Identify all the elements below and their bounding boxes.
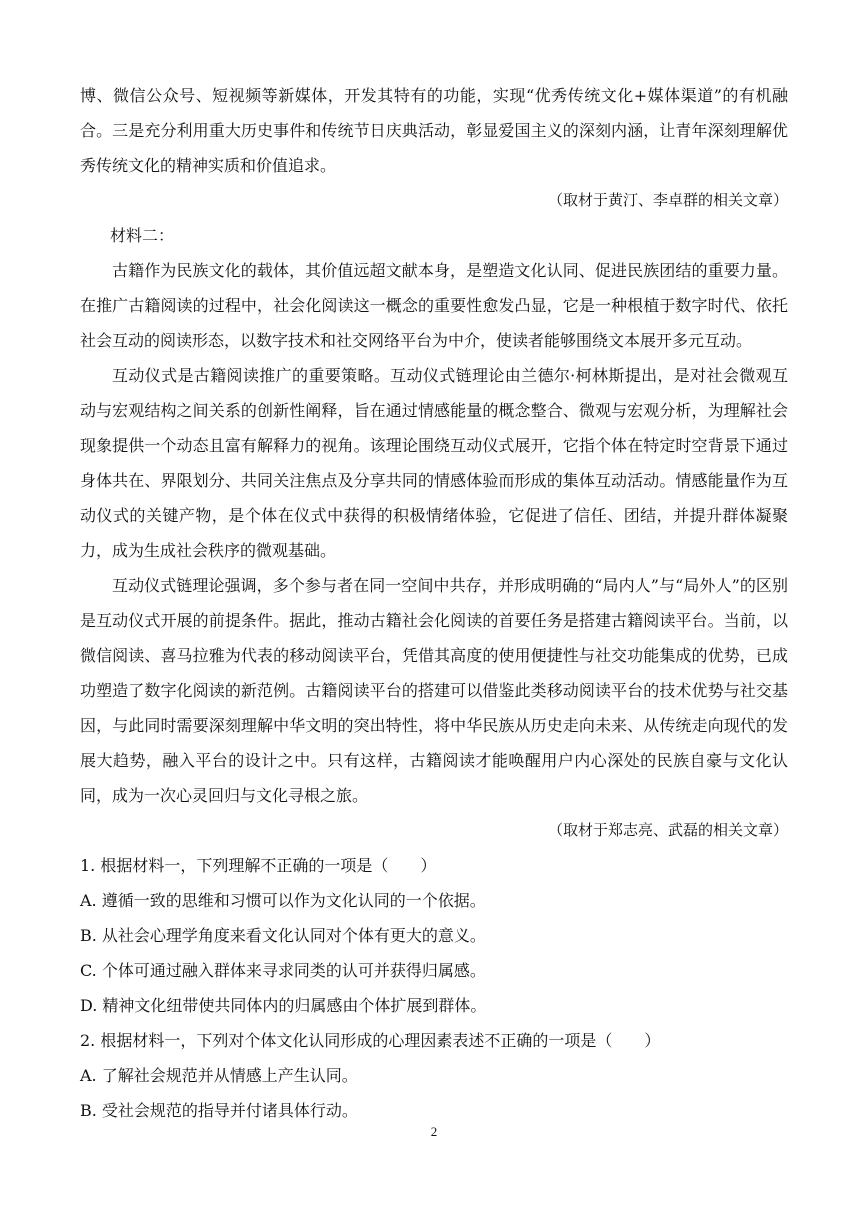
- question-1: [80, 848, 788, 1023]
- question-1-stem: 1. 根据材料一，下列理解不正确的一项是（ ）: [80, 856, 437, 875]
- material-2-label: 材料二：: [110, 226, 175, 245]
- material-2-paragraph-1: 古籍作为民族文化的载体，其价值远超文献本身，是塑造文化认同、促进民族团结的重要力量。在推广古籍阅读的过程中，社会化阅读这一概念的重要性愈发凸显，它是一种根植于数字时代、依托社会互动的阅读形态，以数字技术和社交网络平台为中介，使读者能够围绕文本展开多元互动。: [80, 261, 788, 350]
- page-number: 2: [430, 1124, 438, 1139]
- question-2-option-b: B. 受社会规范的指导并付诸具体行动。: [80, 1101, 358, 1120]
- body-paragraph-continued: 博、微信公众号、短视频等新媒体，开发其特有的功能，实现“优秀传统文化+媒体渠道”的有机融合。三是充分利用重大历史事件和传统节日庆典活动，彰显爱国主义的深刻内涵，让青年深刻理解优秀传统文化的精神实质和价值追求。: [80, 86, 788, 175]
- question-1-option-a: A. 遵循一致的思维和习惯可以作为文化认同的一个依据。: [80, 891, 486, 910]
- material-2-paragraph-2: 互动仪式是古籍阅读推广的重要策略。互动仪式链理论由兰德尔·柯林斯提出，是对社会微观互动与宏观结构之间关系的创新性阐释，旨在通过情感能量的概念整合、微观与宏观分析，为理解社会现象提供一个动态且富有解释力的视角。该理论围绕互动仪式展开，它指个体在特定时空背景下通过身体共在、界限划分、共同关注焦点及分享共同的情感体验而形成的集体互动活动。情感能量作为互动仪式的关键产物，是个体在仪式中获得的积极情绪体验，它促进了信任、团结，并提升群体凝聚力，成为生成社会秩序的微观基础。: [80, 366, 788, 560]
- question-1-option-c: C. 个体可通过融入群体来寻求同类的认可并获得归属感。: [80, 961, 486, 980]
- document-body: [80, 78, 788, 1128]
- question-1-option-d: D. 精神文化纽带使共同体内的归属感由个体扩展到群体。: [80, 996, 487, 1015]
- question-1-option-b: B. 从社会心理学角度来看文化认同对个体有更大的意义。: [80, 926, 486, 945]
- material-2-paragraph-3: 互动仪式链理论强调，多个参与者在同一空间中共存，并形成明确的“局内人”与“局外人”的区别是互动仪式开展的前提条件。据此，推动古籍社会化阅读的首要任务是搭建古籍阅读平台。当前，以微信阅读、喜马拉雅为代表的移动阅读平台，凭借其高度的使用便捷性与社交功能集成的优势，已成功塑造了数字化阅读的新范例。古籍阅读平台的搭建可以借鉴此类移动阅读平台的技术优势与社交基因，与此同时需要深刻理解中华文明的突出特性，将中华民族从历史走向未来、从传统走向现代的发展大趋势，融入平台的设计之中。只有这样，古籍阅读才能唤醒用户内心深处的民族自豪与文化认同，成为一次心灵回归与文化寻根之旅。: [80, 576, 788, 805]
- question-2-stem: 2. 根据材料一，下列对个体文化认同形成的心理因素表述不正确的一项是（ ）: [80, 1031, 661, 1050]
- question-2: [80, 1023, 788, 1128]
- source-citation-2: （取材于郑志亮、武磊的相关文章）: [547, 821, 788, 839]
- source-citation-1: （取材于黄汀、李卓群的相关文章）: [547, 191, 788, 209]
- question-2-option-a: A. 了解社会规范并从情感上产生认同。: [80, 1066, 358, 1085]
